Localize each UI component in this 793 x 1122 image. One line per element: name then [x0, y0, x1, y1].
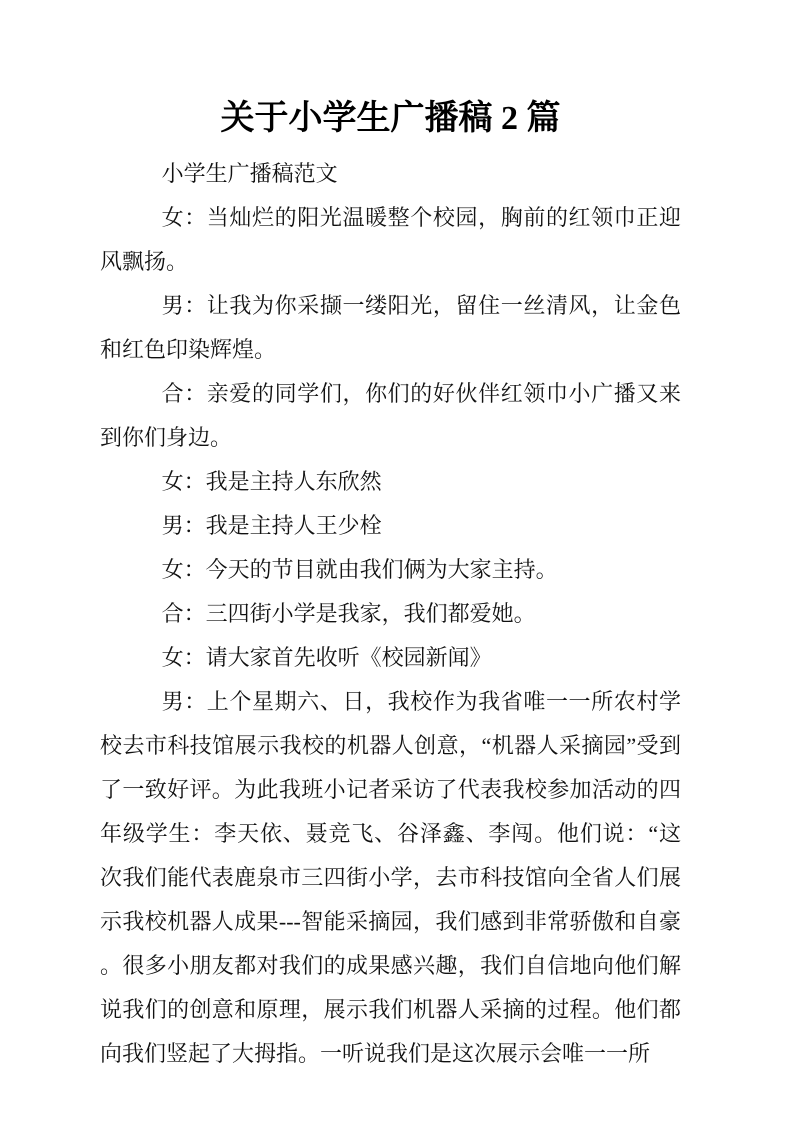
- document-body: [100, 152, 681, 1076]
- paragraph: 女：当灿烂的阳光温暖整个校园，胸前的红领巾正迎风飘扬。: [100, 205, 681, 274]
- paragraph: 合：亲爱的同学们，你们的好伙伴红领巾小广播又来到你们身边。: [100, 381, 681, 450]
- paragraph: 小学生广播稿范文: [161, 161, 338, 186]
- paragraph: 女：请大家首先收听《校园新闻》: [161, 645, 492, 670]
- paragraph: 男：我是主持人王少栓: [161, 513, 382, 538]
- paragraph: 男：上个星期六、日，我校作为我省唯一一所农村学校去市科技馆展示我校的机器人创意，“机器人采摘园”受到了一致好评。为此我班小记者采访了代表我校参加活动的四年级学生：李天依、聂竞飞、谷泽鑫、李闯。他们说：“这次我们能代表鹿泉市三四街小学，去市科技馆向全省人们展示我校机器人成果---智能采摘园，我们感到非常骄傲和自豪。很多小朋友都对我们的成果感兴趣，我们自信地向他们解说我们的创意和原理，展示我们机器人采摘的过程。他们都向我们竖起了大拇指。一听说我们是这次展示会唯一一所: [100, 689, 681, 1066]
- page-title: 关于小学生广播稿 2 篇: [220, 100, 561, 137]
- paragraph: 合：三四街小学是我家，我们都爱她。: [161, 601, 536, 626]
- paragraph: 男：让我为你采撷一缕阳光，留住一丝清风，让金色和红色印染辉煌。: [100, 293, 681, 362]
- paragraph: 女：今天的节目就由我们俩为大家主持。: [161, 557, 558, 582]
- paragraph: 女：我是主持人东欣然: [161, 469, 382, 494]
